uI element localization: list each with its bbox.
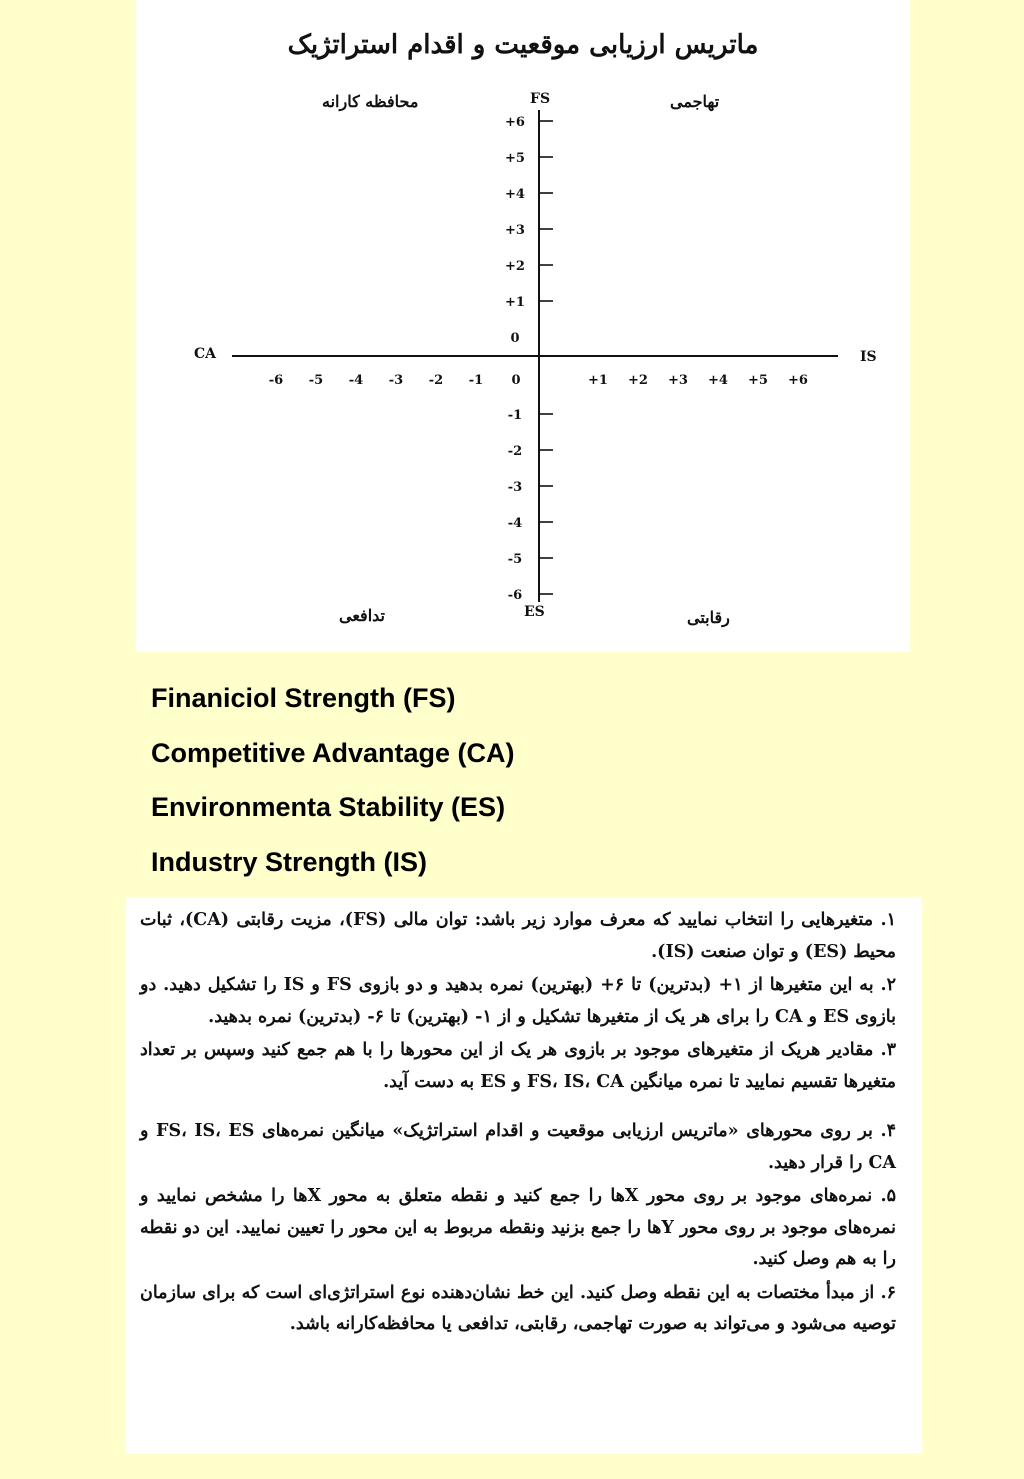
legend: [151, 678, 515, 896]
axis-label-fs: FS: [530, 91, 551, 107]
y-tick-label: +1: [505, 295, 525, 310]
y-tick-label: -6: [507, 588, 523, 603]
instructions-list: [140, 905, 896, 1343]
instruction-item: ۳. مقادیر هریک از متغیرهای موجود بر بازوی هر یک از این محورها را با هم جمع کنید وسپس بر تعداد متغیرها تقسیم نمایید تا نمره میانگین FS، IS، CA و ES به دست آید.: [140, 1040, 896, 1092]
x-tick-label: -5: [308, 373, 324, 388]
instruction-item: ۲. به این متغیرها از ۱+ (بدترین) تا ۶+ (بهترین) نمره بدهید و دو بازوی FS و IS را تشکیل دهید. دو بازوی ES و CA را برای هر یک از متغیرها تشکیل و از ۱- (بهترین) تا ۶- (بدترین) نمره بدهید.: [140, 975, 897, 1027]
legend-item-es: Environmenta Stability (ES): [151, 792, 506, 822]
y-tick-label: -4: [507, 516, 523, 531]
y-tick-label: -3: [507, 480, 523, 495]
space-matrix-diagram: [136, 0, 910, 652]
quadrant-label-competitive: رقابتی: [687, 608, 730, 627]
x-tick-label: -3: [388, 373, 404, 388]
quadrant-label-defensive: تدافعی: [339, 606, 385, 625]
legend-item-ca: Competitive Advantage (CA): [151, 737, 515, 768]
y-tick-label: +6: [505, 115, 525, 130]
x-tick-label: 0: [511, 373, 521, 388]
diagram-title: ماتریس ارزیابی موقعیت و اقدام استراتژیک: [287, 30, 759, 60]
instruction-item: ۵. نمره‌های موجود بر روی محور Xها را جمع کنید و نقطه متعلق به محور Xها را مشخص نمایید و نمره‌های موجود بر روی محور Yها را جمع بزنید ونقطه مربوط به این محور را تعیین نمایید. این دو نقطه را به هم وصل کنید.: [140, 1186, 897, 1269]
instruction-item: ۶. از مبدأ مختصات به این نقطه وصل کنید. این خط نشان‌دهنده نوع استراتژی‌ای است که برای سازمان توصیه می‌شود و می‌تواند به صورت تهاجمی، رقابتی، تدافعی یا محافظه‌کارانه باشد.: [140, 1282, 896, 1334]
legend-item-fs: Finaniciol Strength (FS): [151, 683, 456, 713]
x-tick-label: +1: [588, 373, 608, 388]
instructions-panel: [126, 897, 922, 1453]
x-tick-label: +2: [628, 373, 648, 388]
quadrant-label-aggressive: تهاجمی: [670, 92, 720, 111]
x-tick-label: +5: [748, 373, 768, 388]
quadrant-label-conservative: محافظه کارانه: [322, 92, 419, 111]
y-tick-label: 0: [510, 331, 520, 346]
y-tick-label: +2: [505, 259, 525, 274]
instruction-item: ۴. بر روی محورهای «ماتریس ارزیابی موقعیت و اقدام استراتژیک» میانگین نمره‌های FS، IS، ES و CA را قرار دهید.: [140, 1121, 896, 1173]
y-tick-label: -2: [507, 444, 523, 459]
legend-item-is: Industry Strength (IS): [151, 846, 427, 877]
axis-label-es: ES: [524, 604, 545, 620]
axis-label-ca: CA: [194, 346, 217, 362]
axes-plot: [136, 0, 910, 652]
x-tick-label: -1: [468, 373, 484, 388]
y-tick-label: -5: [507, 552, 523, 567]
x-tick-label: -6: [268, 373, 284, 388]
x-tick-label: -4: [348, 373, 364, 388]
instruction-item: ۱. متغیرهایی را انتخاب نمایید که معرف موارد زیر باشد: توان مالی (FS)، مزیت رقابتی (CA)، ثبات محیط (ES) و توان صنعت (IS).: [140, 910, 896, 962]
y-tick-label: +3: [505, 223, 525, 238]
x-tick-label: +4: [708, 373, 728, 388]
x-tick-label: -2: [428, 373, 444, 388]
y-tick-label: -1: [507, 408, 523, 423]
y-tick-label: +5: [505, 151, 525, 166]
y-tick-label: +4: [505, 187, 525, 202]
x-tick-label: +3: [668, 373, 688, 388]
axis-label-is: IS: [860, 349, 877, 365]
x-tick-label: +6: [788, 373, 808, 388]
